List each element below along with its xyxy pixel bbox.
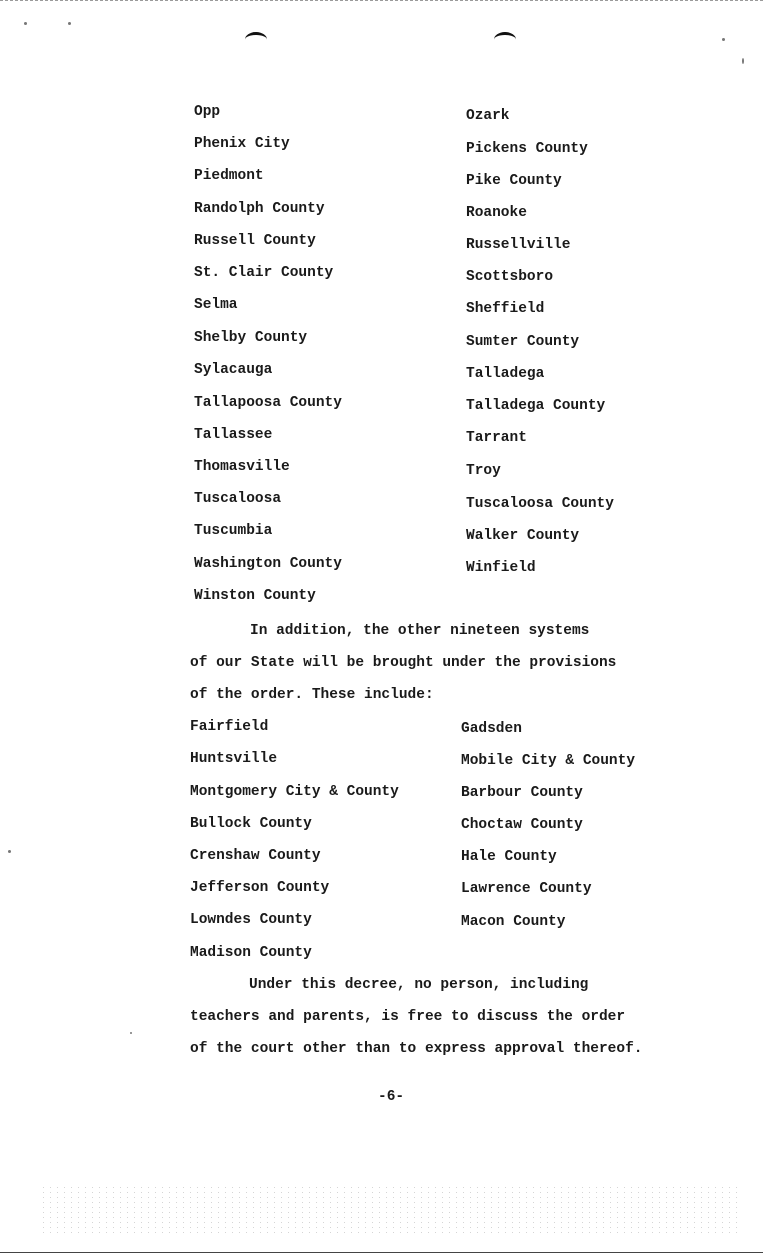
list-item: Gadsden: [461, 721, 522, 737]
list-item: Winston County: [194, 588, 316, 604]
list-item: Jefferson County: [190, 880, 330, 896]
list-item: Tallapoosa County: [194, 395, 342, 411]
paragraph-line: of the court other than to express approval thereof.: [190, 1041, 643, 1057]
list-item: Pickens County: [466, 141, 588, 157]
scan-speck: [722, 38, 725, 41]
list-item: Sumter County: [466, 334, 580, 350]
binder-hole-mark-right: [494, 32, 516, 47]
page-top-edge: [0, 0, 763, 4]
list-item: Pike County: [466, 173, 562, 189]
list-item: Winfield: [466, 560, 536, 576]
list-item: Tarrant: [466, 430, 527, 446]
list-item: St. Clair County: [194, 265, 334, 281]
list-item: Walker County: [466, 528, 580, 544]
list-item: Barbour County: [461, 785, 583, 801]
list-item: Russell County: [194, 233, 316, 249]
list-item: Selma: [194, 297, 238, 313]
list-item: Lawrence County: [461, 881, 592, 897]
list-item: Huntsville: [190, 751, 278, 767]
list-item: Ozark: [466, 108, 510, 124]
binder-hole-mark-left: [245, 32, 267, 47]
list-item: Tuscaloosa County: [466, 496, 614, 512]
list-item: Montgomery City & County: [190, 784, 399, 800]
list-item: Roanoke: [466, 205, 527, 221]
list-item: Fairfield: [190, 719, 269, 735]
paragraph-line: of the order. These include:: [190, 687, 434, 703]
list-item: Bullock County: [190, 816, 312, 832]
scan-speck: [68, 22, 71, 25]
list-item: Madison County: [190, 945, 312, 961]
list-item: Choctaw County: [461, 817, 583, 833]
list-item: Piedmont: [194, 168, 264, 184]
list-item: Phenix City: [194, 136, 290, 152]
list-item: Shelby County: [194, 330, 308, 346]
list-item: Mobile City & County: [461, 753, 636, 769]
page-number: -6-: [378, 1089, 405, 1105]
list-item: Tuscumbia: [194, 523, 273, 539]
paragraph-line: teachers and parents, is free to discuss the order: [190, 1009, 626, 1025]
list-item: Sheffield: [466, 301, 545, 317]
list-item: Randolph County: [194, 201, 325, 217]
list-item: Talladega County: [466, 398, 606, 414]
list-item: Sylacauga: [194, 362, 273, 378]
list-item: Hale County: [461, 849, 557, 865]
list-item: Opp: [194, 104, 221, 120]
list-item: Macon County: [461, 914, 566, 930]
scan-speck: [24, 22, 27, 25]
page-bottom-rule: [0, 1252, 763, 1253]
scan-speck: [130, 1032, 132, 1034]
list-item: Troy: [466, 463, 501, 479]
scan-speck: [742, 58, 744, 64]
list-item: Scottsboro: [466, 269, 554, 285]
list-item: Russellville: [466, 237, 571, 253]
list-item: Tuscaloosa: [194, 491, 282, 507]
list-item: Tallassee: [194, 427, 273, 443]
list-item: Washington County: [194, 556, 342, 572]
scan-speck: [8, 850, 11, 853]
list-item: Lowndes County: [190, 912, 312, 928]
list-item: Crenshaw County: [190, 848, 321, 864]
paragraph-line: Under this decree, no person, including: [249, 977, 589, 993]
paragraph-line: In addition, the other nineteen systems: [250, 623, 590, 639]
list-item: Talladega: [466, 366, 545, 382]
list-item: Thomasville: [194, 459, 290, 475]
paragraph-line: of our State will be brought under the provisions: [190, 655, 617, 671]
scan-noise: [40, 1185, 740, 1235]
